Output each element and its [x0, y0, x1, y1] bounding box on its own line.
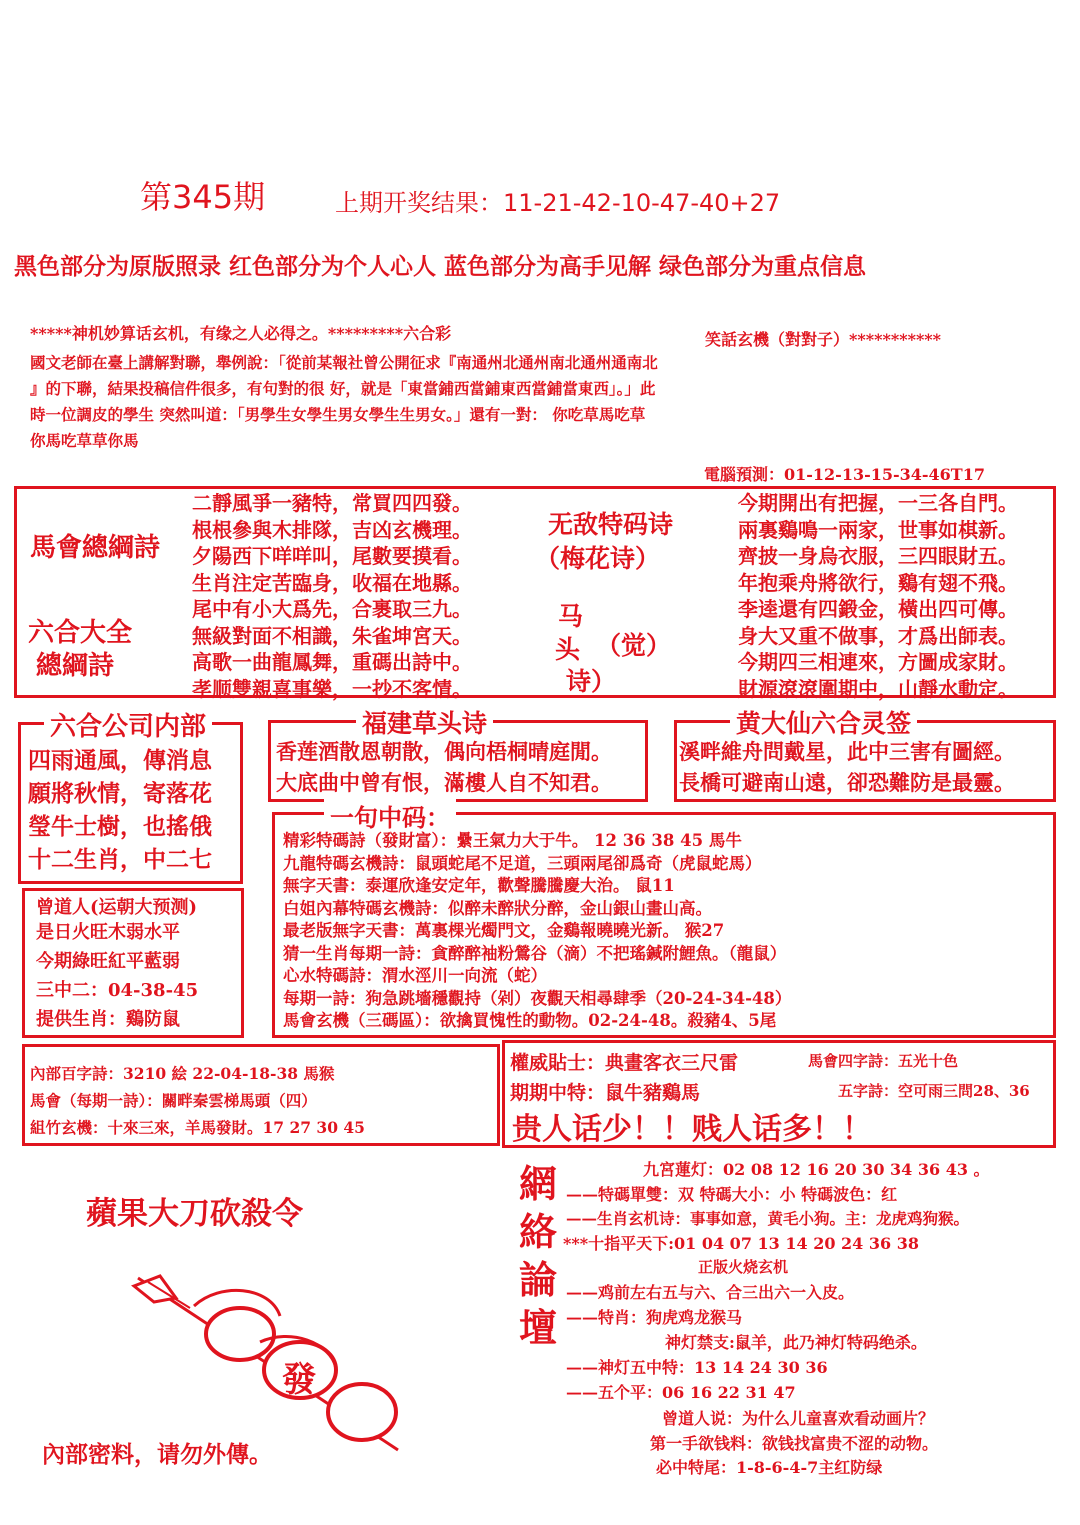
poem-line: 無級對面不相識，朱雀坤宮天。 — [192, 623, 472, 648]
daoren-line: 提供生肖：鷄防鼠 — [36, 1009, 180, 1030]
center-jue: （觉） — [596, 631, 672, 660]
left-title-2b: 總綱詩 — [36, 651, 115, 681]
poem-line: 二靜風爭一豬特，常買四四發。 — [192, 491, 472, 515]
forum-line-8: ——神灯五中特：13 14 24 30 36 — [566, 1358, 828, 1377]
poem-line: 齊披一身烏衣服，三四眼財五。 — [738, 544, 1018, 568]
last-result-label: 上期开奖结果： — [335, 189, 503, 217]
one-line-item: 最老版無字天書：萬裏棵光燭門文，金鷄報曉曉光新。 猴27 — [283, 921, 725, 940]
center-title-1: 无敌特码诗 — [548, 510, 674, 539]
one-line-item: 心水特碼詩：渭水涇川一向流（蛇） — [283, 966, 547, 985]
forum-line-6: ——特肖：狗虎鸡龙猴马 — [566, 1308, 743, 1327]
forum-line-10: 曾道人说：为什么儿童喜欢看动画片？ — [662, 1409, 935, 1428]
daoren-box-title: 曾道人(运朝大预测) — [36, 897, 198, 918]
forum-title-char: 絡 — [518, 1209, 557, 1254]
forum-line-7: 神灯禁支:鼠羊，此乃神灯特码绝杀。 — [665, 1333, 927, 1352]
intro-text-line: 』的下聯，結果投稿信件很多，有句對的很 好，就是「東當鋪西當鋪東西當鋪當東西」。」此 — [30, 379, 656, 398]
last-result-value: 11-21-42-10-47-40+27 — [503, 189, 781, 217]
forum-vertical-title — [516, 1160, 560, 1352]
daoren-line: 今期綠旺紅平藍弱 — [36, 951, 180, 972]
poem-line: 今期開出有把握，一三各自門。 — [738, 491, 1018, 515]
color-legend: 黑色部分为原版照录 红色部分为个人心人 蓝色部分为高手见解 绿色部分为重点信息 — [14, 254, 867, 280]
slogan: 贵人话少！！贱人话多！！ — [512, 1112, 872, 1147]
fujian-line: 大底曲中曾有恨，滿樓人自不知君。 — [276, 770, 612, 795]
daoren-box-lines — [36, 918, 198, 1034]
one-line-title: 一句中码： — [324, 798, 456, 833]
fujian-box-title: 福建草头诗 — [356, 704, 493, 740]
poem-column-2 — [738, 490, 1018, 702]
bottom-left-line: 組竹玄機：十來三來，羊馬發財。17 27 30 45 — [30, 1118, 365, 1137]
company-line: 瑩牛士樹，也搖俄 — [28, 813, 212, 840]
poem-line: 兩裏鷄鳴一兩家，世事如棋新。 — [738, 517, 1018, 542]
daoren-line: 三中二：04-38-45 — [36, 980, 199, 1001]
forum-line-12: 必中特尾：1-8-6-4-7主红防绿 — [656, 1458, 883, 1477]
bottom-left-line: 馬會（每期一詩）：關畔秦雲梯馬頭（四） — [30, 1091, 317, 1110]
one-line-item: 每期一詩：狗急跳墻穩觀持（剁）夜觀天相尋肆季（20-24-34-48） — [283, 988, 792, 1008]
left-title-2a: 六合大全 — [28, 618, 133, 648]
forum-line-0: 九宮蓮灯：02 08 12 16 20 30 34 36 43 。 — [643, 1160, 990, 1179]
bottom-left-line: 內部百字詩：3210 絵 22-04-18-38 馬猴 — [30, 1064, 335, 1083]
issue-number: 第345期 — [140, 178, 266, 216]
one-line-item: 馬會玄機（三碼區）：欲擒買愧性的動物。02-24-48。殺豬4、5尾 — [283, 1011, 777, 1030]
intro-line1-right: 笑話玄機（對對子）*********** — [705, 330, 942, 349]
poem-line: 財源滾滾圍期中，山靜水動定。 — [738, 676, 1018, 701]
intro-paragraph — [30, 350, 658, 454]
company-line: 願將秋情，寄落花 — [28, 780, 212, 807]
poem-line: 高歌一曲龍鳳舞，重碼出詩中。 — [192, 650, 472, 674]
forum-line-5: ——鸡前左右五与六、合三出六一入皮。 — [566, 1283, 855, 1302]
one-line-lines — [283, 830, 791, 1033]
one-line-item: 猜一生肖每期一詩：貪醉醉袖粉鶯谷（滴）不把瑤鍼附鯉魚。（龍鼠） — [283, 943, 787, 963]
huang-box-lines — [679, 736, 1015, 798]
last-result — [335, 183, 780, 218]
poem-line: 年抱乘舟將欲行，鷄有翅不飛。 — [738, 570, 1018, 595]
poem-line: 身大又重不做事，才爲出師表。 — [738, 623, 1018, 648]
internal-footer: 內部密料，请勿外傳。 — [42, 1441, 272, 1468]
forum-title-char: 壇 — [518, 1305, 557, 1350]
center-tou: 头 — [555, 635, 581, 664]
forum-line-11: 第一手欲钱料：欲钱找富贵不涩的动物。 — [650, 1434, 939, 1453]
one-line-item: 精彩特碼詩（發財富）：纍王氣力大于牛。 12 36 38 45 馬牛 — [283, 831, 742, 850]
poem-line: 今期四三相連來，方圖成家財。 — [738, 650, 1018, 674]
intro-text-line: 你馬吃草草你馬 — [30, 431, 139, 450]
company-box-title: 六合公司内部 — [44, 706, 212, 743]
center-title-2: （梅花诗） — [535, 544, 661, 573]
poem-column-1 — [192, 490, 472, 702]
poem-line: 根根參與木排隊，吉凶玄機理。 — [192, 517, 472, 542]
fujian-box-lines — [276, 736, 612, 798]
poem-line: 生肖注定苦臨身，收福在地縣。 — [192, 570, 472, 595]
computer-prediction: 電腦預測：01-12-13-15-34-46T17 — [704, 465, 985, 484]
one-line-item: 九龍特碼玄機詩：鼠頭蛇尾不足道，三頭兩尾卻爲奇（虎鼠蛇馬） — [283, 853, 762, 873]
company-box-lines — [28, 744, 212, 876]
apple-title: 蘋果大刀砍殺令 — [86, 1196, 303, 1232]
four-char-poem: 馬會四字詩：五光十色 — [808, 1052, 959, 1070]
intro-text-line: 時一位調皮的學生 突然叫道：「男學生女學生男女學生生男女。」還有一對： 你吃草馬吃草 — [30, 405, 646, 424]
poem-line: 李逵還有四鍛金，橫出四可傳。 — [738, 597, 1018, 621]
forum-line-9: ——五个平：06 16 22 31 47 — [566, 1383, 796, 1402]
center-ma: 马 — [558, 602, 584, 631]
forum-title-char: 網 — [518, 1161, 557, 1206]
poem-line: 孝顺雙親喜事樂，一抄不客情。 — [192, 676, 472, 701]
huang-box-title: 黄大仙六合灵签 — [730, 704, 917, 740]
knife-skewer-image — [130, 1272, 410, 1462]
fujian-line: 香莲酒散恩朝散，偶向梧桐晴庭閒。 — [276, 739, 612, 764]
company-line: 四雨通風，傳消息 — [28, 747, 212, 774]
one-line-item: 白姐內幕特碼玄機詩：似醉未醉狀分醉，金山銀山畫山高。 — [283, 898, 712, 918]
huang-line: 長橋可避南山遠，卻恐難防是最靈。 — [679, 770, 1015, 795]
company-line: 十二生肖，中二七 — [28, 846, 212, 873]
forum-line-2: ——生肖玄机诗：事事如意，黄毛小狗。主：龙虎鸡狗猴。 — [566, 1209, 970, 1228]
forum-line-3: ***十指平天下:01 04 07 13 14 20 24 36 38 — [563, 1234, 919, 1253]
five-char-poem: 五字詩：空可雨三問28、36 — [838, 1082, 1030, 1100]
special-label: 期期中特：鼠牛豬鷄馬 — [510, 1082, 701, 1104]
center-shi: 诗） — [566, 667, 617, 696]
intro-text-line: 國文老師在臺上講解對聯，舉例說：「從前某報社曾公開征求『南通州北通州南北通州通南北 — [30, 353, 658, 372]
one-line-item: 無字天書：泰運欣逢安定年，歡聲騰騰慶大治。 鼠11 — [283, 876, 675, 895]
forum-line-4: 正版火烧玄机 — [698, 1258, 789, 1276]
huang-line: 溪畔維舟問戴星，此中三害有圖經。 — [679, 739, 1015, 764]
skewer-seal-text: 發 — [282, 1360, 316, 1400]
forum-title-char: 論 — [518, 1257, 557, 1302]
forum-line-1: ——特碼單雙：双 特碼大小：小 特碼波色：红 — [566, 1185, 898, 1204]
left-title-1: 馬會總綱詩 — [30, 533, 161, 563]
intro-line1-left: *****神机妙算话玄机，有缘之人必得之。*********六合彩 — [30, 324, 452, 343]
tips-label: 權威貼士：典畫客衣三尺雷 — [510, 1052, 739, 1074]
daoren-line: 是日火旺木弱水平 — [36, 922, 180, 943]
bottom-left-lines — [30, 1060, 365, 1141]
poem-line: 尾中有小大爲先，合裹取三九。 — [192, 597, 472, 621]
poem-line: 夕陽西下咩咩叫，尾數要摸看。 — [192, 544, 472, 568]
